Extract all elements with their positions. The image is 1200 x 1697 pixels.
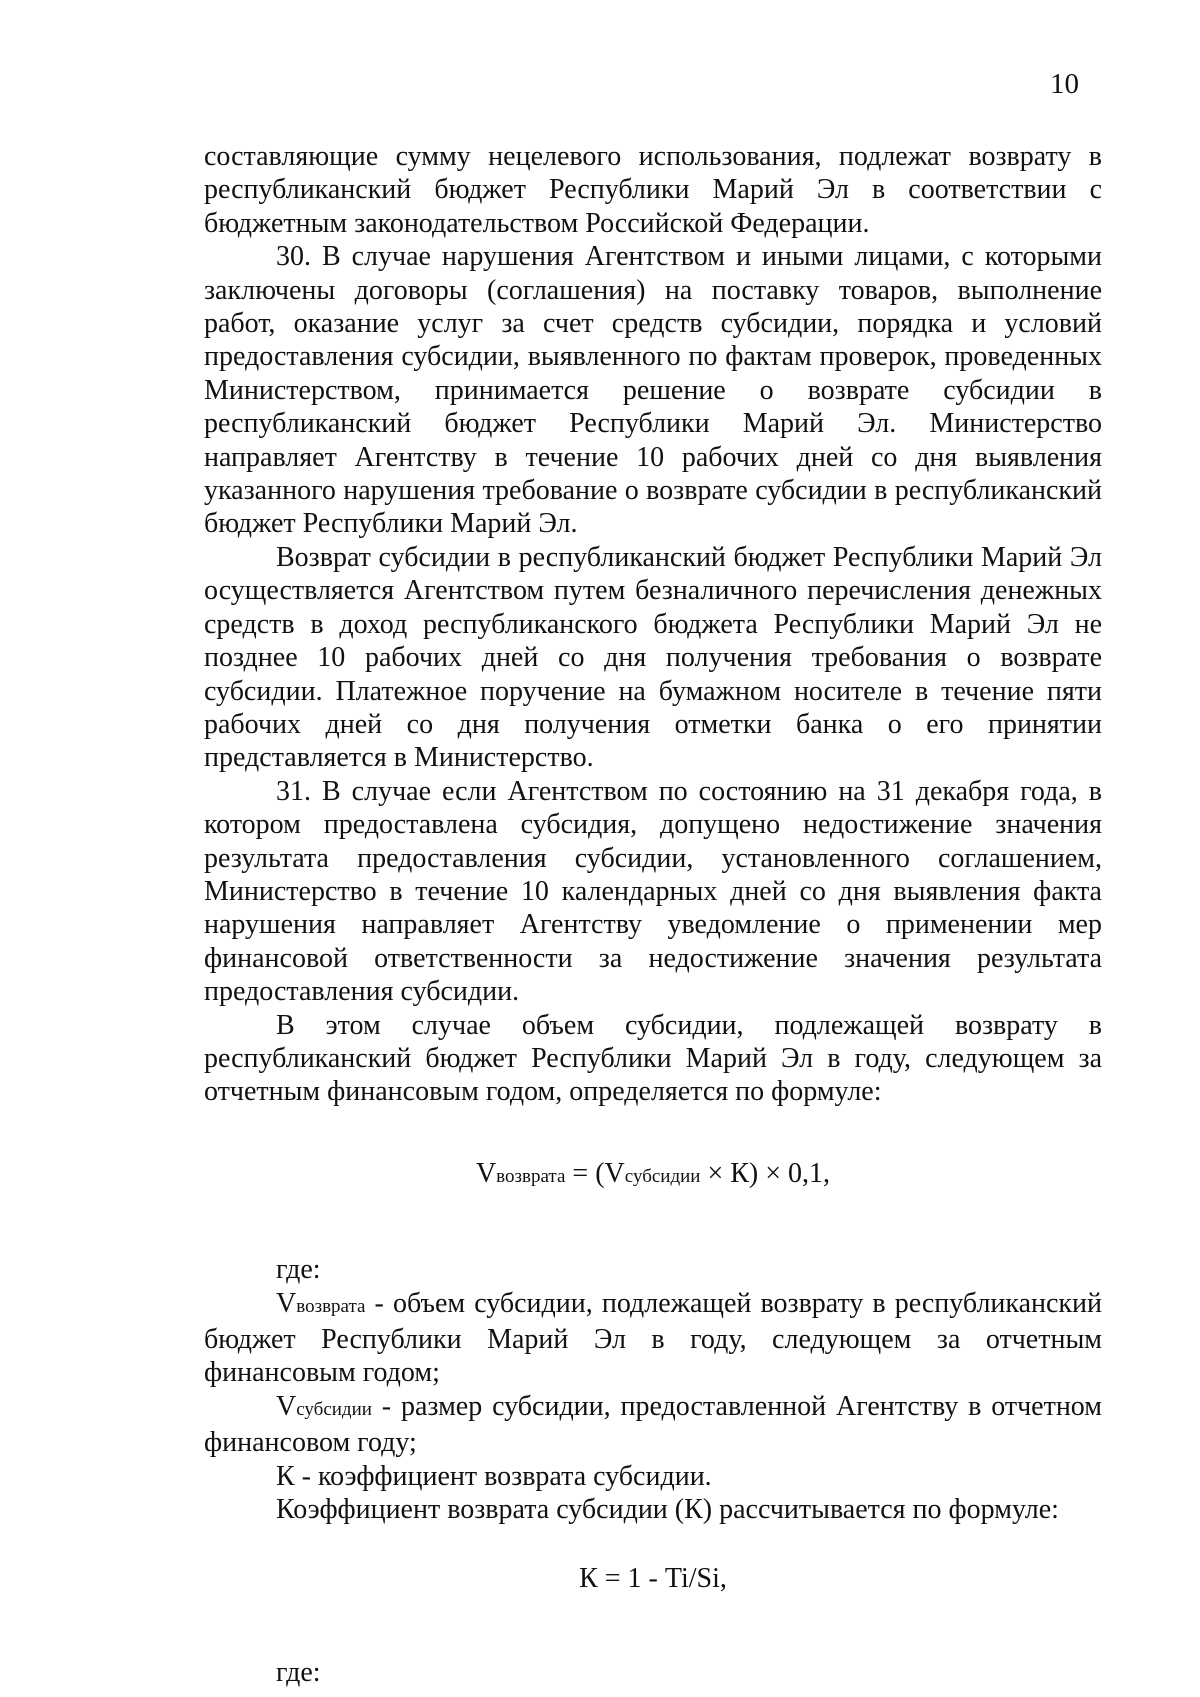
formula-equals-open: = ( — [565, 1157, 605, 1189]
where-label: где: — [276, 1254, 321, 1286]
paragraph-item-31: 31. В случае если Агентством по состоянию на 31 декабря года, в котором предоставлена субсидия, допущено недостижение значения результата предоставления субсидии, установленного соглашением, Министерство в течение 10 календарных дней со дня выявления факта нарушения направляет Агентству уведомление о применении мер финансовой ответственности за недостижение значения результата предоставления субсидии. — [204, 775, 1102, 1008]
definition-v-return — [204, 1287, 1102, 1390]
formula-return-volume — [204, 1157, 1102, 1193]
definition-v-return-symbol: V — [276, 1287, 297, 1319]
formula-subscript-return: возврата — [496, 1165, 566, 1187]
document-body — [204, 140, 1102, 1689]
paragraph-item-30: 30. В случае нарушения Агентством и иными лицами, с которыми заключены договоры (соглашения) на поставку товаров, выполнение работ, оказание услуг за счет средств субсидии, порядка и условий предоставления субсидии, выявленного по фактам проверок, проведенных Министерством, принимается решение о возврате субсидии в республиканский бюджет Республики Марий Эл. Министерство направляет Агентству в течение 10 рабочих дней со дня выявления указанного нарушения требование о возврате субсидии в республиканский бюджет Республики Марий Эл. — [204, 241, 1102, 540]
paragraph-formula-intro: В этом случае объем субсидии, подлежащей возврату в республиканский бюджет Республики Марий Эл в году, следующем за отчетным финансовым годом, определяется по формуле: — [204, 1009, 1102, 1108]
formula-rest: × К) × 0,1, — [700, 1157, 831, 1189]
coefficient-intro: Коэффициент возврата субсидии (К) рассчитывается по формуле: — [276, 1494, 1059, 1526]
formula-coefficient: К = 1 - Ti/Si, — [579, 1563, 727, 1595]
definition-v-return-text: - объем субсидии, подлежащей возврату в республиканский бюджет Республики Марий Эл в году, следующем за отчетным финансовым годом; — [204, 1287, 1102, 1389]
definition-v-subsidy-text: - размер субсидии, предоставленной Агентству в отчетном финансовом году; — [204, 1390, 1102, 1459]
definition-v-subsidy — [204, 1390, 1102, 1460]
paragraph-continuation: составляющие сумму нецелевого использования, подлежат возврату в республиканский бюджет Республики Марий Эл в соответствии с бюджетным законодательством Российской Федерации. — [204, 141, 1102, 239]
page-number: 10 — [1050, 68, 1079, 100]
formula-v2: V — [604, 1157, 625, 1189]
paragraph-return-procedure: Возврат субсидии в республиканский бюджет Республики Марий Эл осуществляется Агентством путем безналичного перечисления денежных средств в доход республиканского бюджета Республики Марий Эл не позднее 10 рабочих дней со дня получения требования о возврате субсидии. Платежное поручение на бумажном носителе в течение пяти рабочих дней со дня получения отметки банка о его принятии представляется в Министерство. — [204, 541, 1102, 774]
definition-k: К - коэффициент возврата субсидии. — [276, 1460, 712, 1492]
where-label-2: где: — [276, 1656, 321, 1688]
definition-v-subsidy-subscript: субсидии — [296, 1398, 372, 1420]
definition-v-return-subscript: возврата — [296, 1295, 366, 1317]
formula-subscript-subsidy: субсидии — [624, 1165, 701, 1187]
definition-v-subsidy-symbol: V — [276, 1390, 297, 1422]
formula-v: V — [475, 1157, 497, 1189]
